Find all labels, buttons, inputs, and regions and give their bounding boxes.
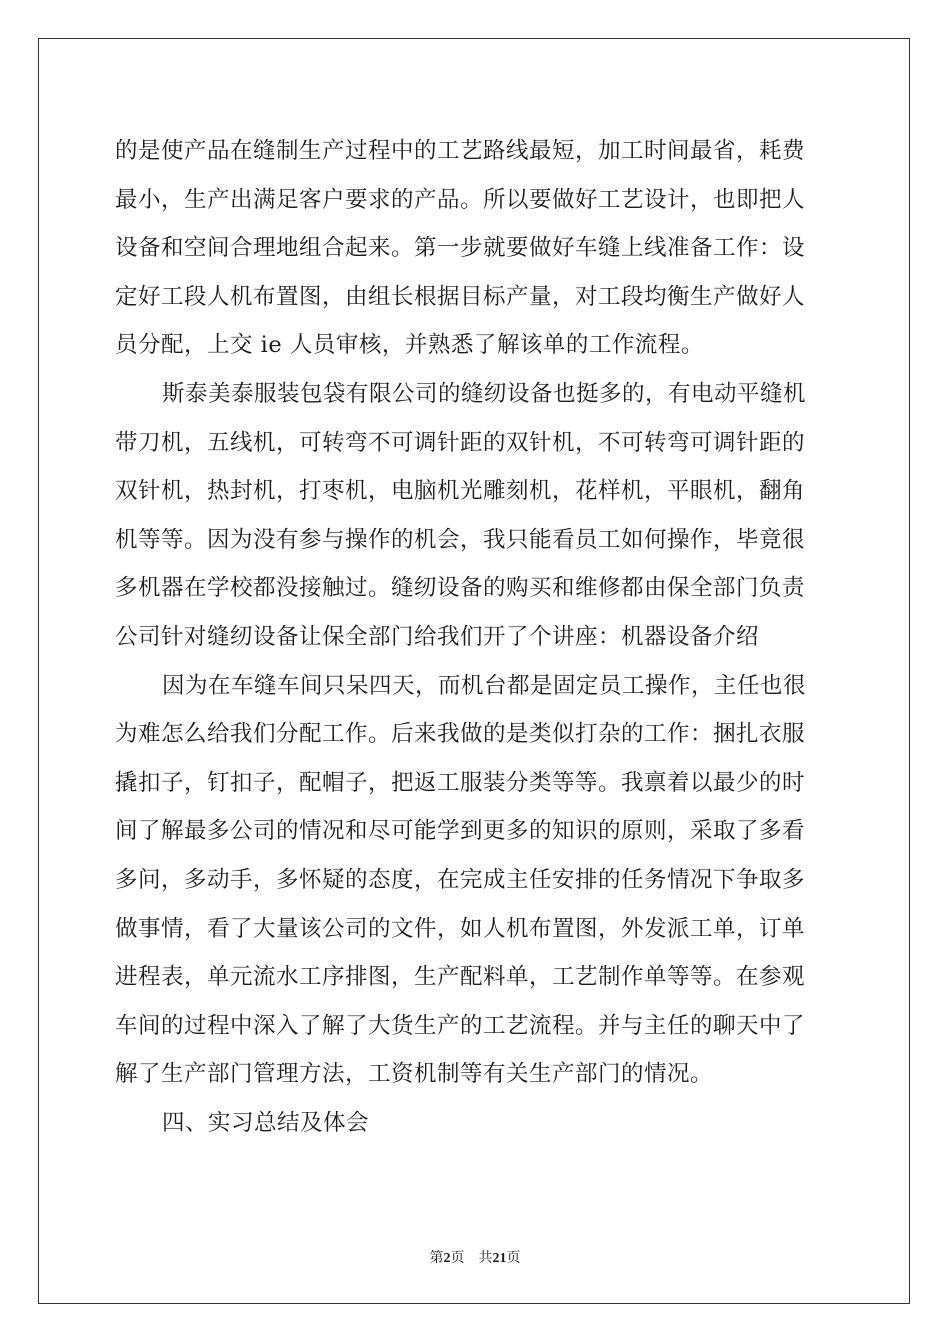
text-line: 为难怎么给我们分配工作。后来我做的是类似打杂的工作：捆扎衣服 [115,721,806,748]
document-body [115,127,835,1147]
text-line: 设备和空间合理地组合起来。第一步就要做好车缝上线准备工作：设 [115,235,806,262]
page-footer [0,1247,950,1267]
text-line: 解了生产部门管理方法，工资机制等有关生产部门的情况。 [115,1061,714,1088]
total-prefix: 共 [478,1251,493,1266]
page-prefix: 第 [429,1251,444,1266]
text-line: 进程表，单元流水工序排图，生产配料单，工艺制作单等等。在参观 [115,964,806,991]
text-line: 的是使产品在缝制生产过程中的工艺路线最短，加工时间最省，耗费 [115,138,806,164]
text-line: 双针机，热封机，打枣机，电脑机光雕刻机，花样机，平眼机，翻角 [115,478,806,505]
text-line: 斯泰美泰服装包袋有限公司的缝纫设备也挺多的，有电动平缝机 [162,380,807,407]
text-line: 机等等。因为没有参与操作的机会，我只能看员工如何操作，毕竟很 [115,526,806,553]
text-line: 做事情，看了大量该公司的文件，如人机布置图，外发派工单，订单 [115,915,806,942]
text-line: 多问，多动手，多怀疑的态度，在完成主任安排的任务情况下争取多 [115,866,806,893]
total-pages: 21 [492,1251,507,1266]
body-text [115,127,835,1147]
text-line: 定好工段人机布置图，由组长根据目标产量，对工段均衡生产做好人 [115,283,806,310]
total-suffix: 页 [506,1251,521,1266]
page-number: 2 [443,1251,451,1266]
text-line: 多机器在学校都没接触过。缝纫设备的购买和维修都由保全部门负责 [115,575,806,602]
text-line: 因为在车缝车间只呆四天，而机台都是固定员工操作，主任也很 [162,672,807,699]
text-line: 间了解最多公司的情况和尽可能学到更多的知识的原则，采取了多看 [115,818,806,845]
text-line: 公司针对缝纫设备让保全部门给我们开了个讲座：机器设备介绍 [115,623,760,650]
text-line: 撬扣子，钉扣子，配帽子，把返工服装分类等等。我禀着以最少的时 [115,769,806,796]
page-suffix: 页 [450,1251,465,1266]
text-line: 员分配，上交 ie 人员审核，并熟悉了解该单的工作流程。 [115,332,704,359]
text-line: 四、实习总结及体会 [162,1109,370,1136]
text-line: 车间的过程中深入了解了大货生产的工艺流程。并与主任的聊天中了 [115,1012,806,1039]
text-line: 带刀机，五线机，可转弯不可调针距的双针机，不可转弯可调针距的 [115,429,806,456]
text-line: 最小，生产出满足客户要求的产品。所以要做好工艺设计，也即把人 [115,186,806,213]
